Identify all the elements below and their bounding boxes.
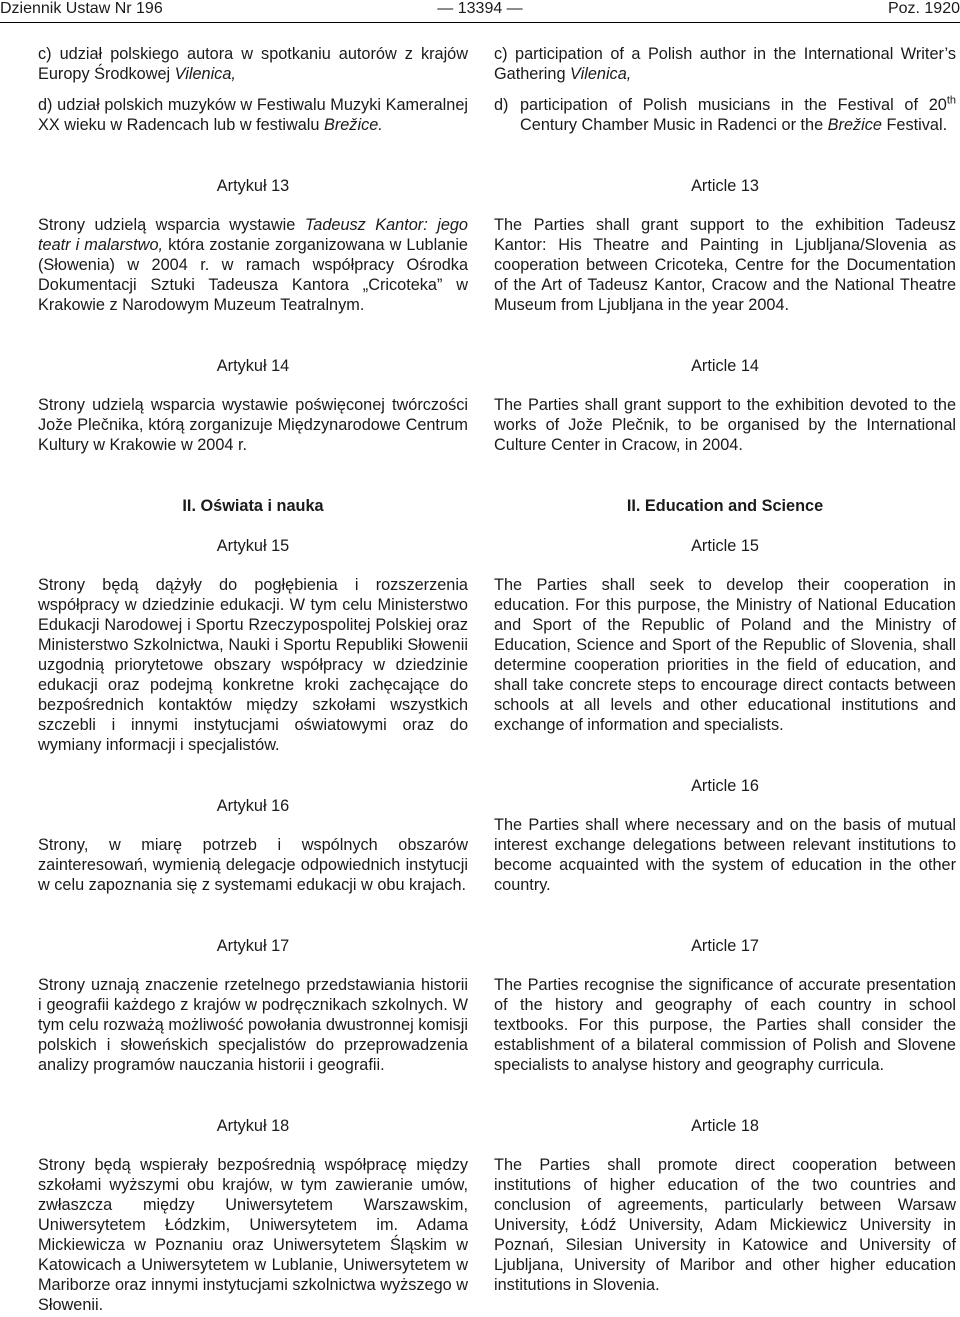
page-header — [0, 0, 960, 23]
art13-text-pl: Strony udzielą wsparcia wystawie Tadeusz Kantor: jego teatr i malarstwo, która zostanie zorganizowana w Lublanie (Słowenia) w 2004 r. w ramach współpracy Ośrodka Dokumentacji Sztuki Tadeusza Kantora „Cricoteka” w Krakowie z Narodowym Muzeum Teatralnym. — [38, 216, 468, 314]
art17-text-en: The Parties recognise the significance of accurate presentation of the history and geography of each country in school textbooks. For this purpose, the Parties shall consider the establishment of a bilateral commission of Polish and Slovene specialists to analyse history and geography curricula. — [494, 976, 956, 1074]
position-number: Poz. 1920 — [887, 0, 960, 17]
art18-text-en: The Parties shall promote direct cooperation between institutions of higher education of the two countries and conclusion of agreements, particularly between Warsaw University, Łódź University, Adam Mickiewicz University in Poznań, Silesian University in Katowice and University of Ljubljana, University of Maribor and other higher education institutions in Slovenia. — [494, 1156, 956, 1294]
art17-heading-pl: Artykuł 17 — [216, 937, 290, 955]
item-d-marker: d) — [494, 96, 509, 114]
art14-text-en: The Parties shall grant support to the exhibition devoted to the works of Jože Plečnik, to be organised by the International Culture Center in Cracow, in 2004. — [494, 396, 956, 454]
item-d-en: d) participation of Polish musicians in the Festival of 20th Century Chamber Music in Radenci or the Brežice Festival. — [494, 94, 956, 134]
section2-title-en: II. Education and Science — [626, 497, 824, 515]
item-c-en: c) participation of a Polish author in the International Writer’s Gathering Vilenica, — [494, 45, 956, 83]
art13-text-en: The Parties shall grant support to the exhibition Tadeusz Kantor: His Theatre and Painting in Ljubljana/Slovenia as cooperation between Cricoteka, Centre for the Documentation of the Art of Tadeusz Kantor, Cracow and the National Theatre Museum from Ljubljana in the year 2004. — [494, 216, 956, 314]
art16-text-pl: Strony, w miarę potrzeb i wspólnych obszarów zainteresowań, wymienią delegacje odpowiednich instytucji w celu zapoznania się z systemami edukacji w obu krajach. — [38, 836, 468, 894]
journal-title: Dziennik Ustaw Nr 196 — [0, 0, 163, 17]
art15-text-en: The Parties shall seek to develop their cooperation in education. For this purpose, the Ministry of National Education and Sport of the Republic of Poland and the Ministry of Education, Science and Sport of the Republic of Slovenia, shall determine cooperation priorities in the field of education, and shall take concrete steps to encourage direct contacts between schools at all levels and other educational institutions and exchange of information and specialists. — [494, 576, 956, 734]
art16-text-en: The Parties shall where necessary and on the basis of mutual interest exchange delegations between relevant institutions to become acquainted with the system of education in the other country. — [494, 816, 956, 894]
art14-text-pl: Strony udzielą wsparcia wystawie poświęconej twórczości Jože Plečnika, którą zorganizuje Międzynarodowe Centrum Kultury w Krakowie w 2004 r. — [38, 396, 468, 454]
art14-heading-pl: Artykuł 14 — [216, 357, 290, 375]
art15-heading-en: Article 15 — [691, 537, 759, 555]
art17-text-pl: Strony uznają znaczenie rzetelnego przedstawiania historii i geografii każdego z krajów w podręcznikach szkolnych. W tym celu rozważą możliwość powołania dwustronnej komisji polskich i słoweńskich specjalistów do przeprowadzenia analizy programów nauczania historii i geografii. — [38, 976, 468, 1074]
art13-heading-en: Article 13 — [691, 177, 759, 195]
art16-heading-pl: Artykuł 16 — [216, 797, 290, 815]
item-c-pl: c) udział polskiego autora w spotkaniu autorów z krajów Europy Środkowej Vilenica, — [38, 45, 468, 83]
art16-heading-en: Article 16 — [691, 777, 759, 795]
art13-heading-pl: Artykuł 13 — [216, 177, 290, 195]
item-d-pl: d) udział polskich muzyków w Festiwalu Muzyki Kameralnej XX wieku w Radencach lub w festiwalu Brežice. — [38, 96, 468, 134]
art18-heading-en: Article 18 — [691, 1117, 759, 1135]
art14-heading-en: Article 14 — [691, 357, 759, 375]
art15-text-pl: Strony będą dążyły do pogłębienia i rozszerzenia współpracy w dziedzinie edukacji. W tym celu Ministerstwo Edukacji Narodowej i Sportu Rzeczypospolitej Polskiej oraz Ministerstwo Szkolnictwa, Nauki i Sportu Republiki Słowenii uzgodnią priorytetowe obszary współpracy w dziedzinie edukacji oraz podejmą konkretne kroki zachęcające do bezpośrednich kontaktów między szkołami wszystkich szczebli i innymi instytucjami oświatowymi oraz do wymiany informacji i specjalistów. — [38, 576, 468, 754]
art18-text-pl: Strony będą wspierały bezpośrednią współpracę między szkołami wyższymi obu krajów, w tym zawieranie umów, zwłaszcza między Uniwersytetem Warszawskim, Uniwersytetem Łódzkim, Uniwersytetem im. Adama Mickiewicza w Poznaniu oraz Uniwersytetem Śląskim w Katowicach a Uniwersytetem w Lublanie, Uniwersytetem w Mariborze oraz innymi instytucjami szkolnictwa wyższego w Słowenii. — [38, 1156, 468, 1314]
art15-heading-pl: Artykuł 15 — [216, 537, 290, 555]
section2-title-pl: II. Oświata i nauka — [182, 497, 324, 515]
art17-heading-en: Article 17 — [691, 937, 759, 955]
art18-heading-pl: Artykuł 18 — [216, 1117, 290, 1135]
page-number: — 13394 — — [437, 0, 523, 17]
